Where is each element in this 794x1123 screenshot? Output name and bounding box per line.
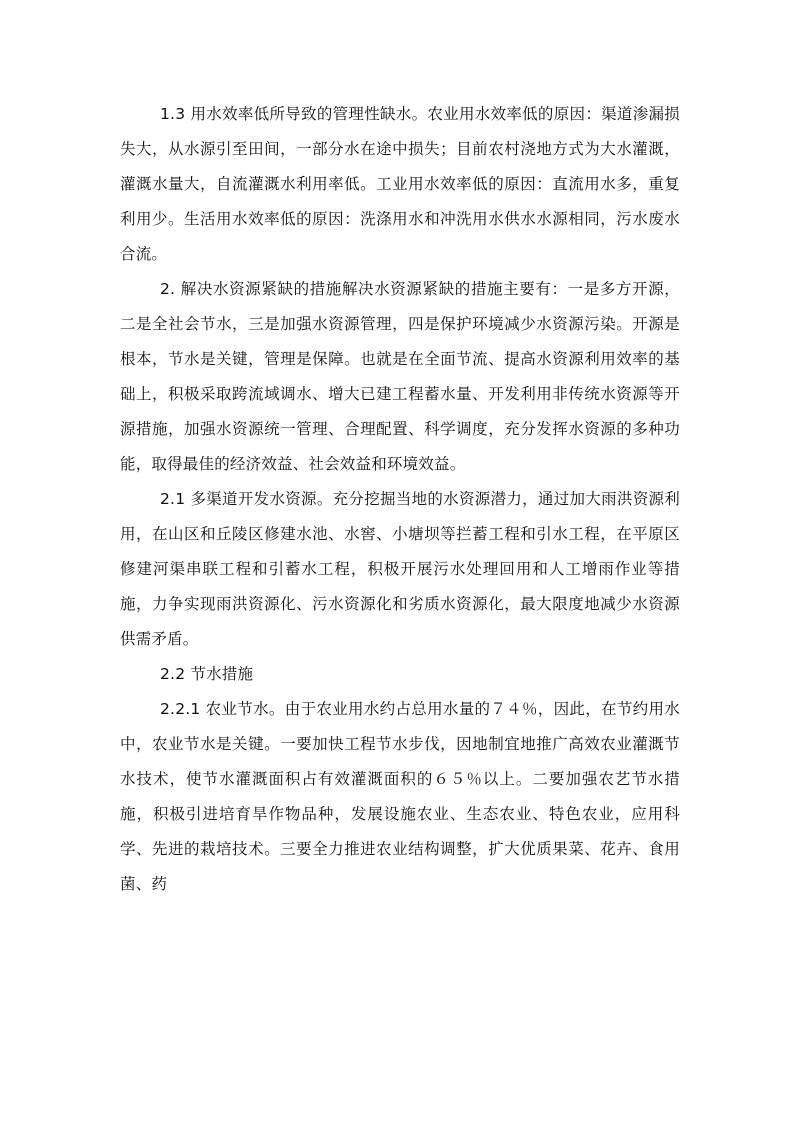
paragraph-2-2-1-agriculture: 2.2.1 农业节水。由于农业用水约占总用水量的７４％，因此，在节约用水中，农业节水是关键。一要加快工程节水步伐，因地制宜地推广高效农业灌溉节水技术，使节水灌溉面积占有效灌溉面积的６５％以上。二要加强农艺节水措施，积极引进培育旱作物品种，发展设施农业、生态农业、特色农业，应用科学、先进的栽培技术。三要全力推进农业结构调整，扩大优质果菜、花卉、食用菌、药	[120, 700, 680, 893]
paragraph-1-3-water-efficiency: 1.3 用水效率低所导致的管理性缺水。农业用水效率低的原因：渠道渗漏损失大，从水源引至田间，一部分水在途中损失；目前农村浇地方式为大水灌溉，灌溉水量大，自流灌溉水利用率低。工业用水效率低的原因：直流用水多，重复利用少。生活用水效率低的原因：洗涤用水和冲洗用水供水水源相同，污水废水合流。	[120, 105, 680, 263]
paragraph-2-solutions: 2. 解决水资源紧缺的措施解决水资源紧缺的措施主要有：一是多方开源，二是全社会节水，三是加强水资源管理，四是保护环境减少水资源污染。开源是根本，节水是关键，管理是保障。也就是在全面节流、提高水资源利用效率的基础上，积极采取跨流域调水、增大已建工程蓄水量、开发利用非传统水资源等开源措施，加强水资源统一管理、合理配置、科学调度，充分发挥水资源的多种功能，取得最佳的经济效益、社会效益和环境效益。	[120, 280, 680, 473]
document-body	[120, 97, 680, 902]
paragraph-2-2-heading: 2.2 节水措施	[160, 665, 254, 683]
paragraph-2-1-develop-resources: 2.1 多渠道开发水资源。充分挖掘当地的水资源潜力，通过加大雨洪资源利用，在山区和丘陵区修建水池、水窖、小塘坝等拦蓄工程和引水工程，在平原区修建河渠串联工程和引蓄水工程，积极开展污水处理回用和人工增雨作业等措施，力争实现雨洪资源化、污水资源化和劣质水资源化，最大限度地减少水资源供需矛盾。	[120, 490, 680, 648]
